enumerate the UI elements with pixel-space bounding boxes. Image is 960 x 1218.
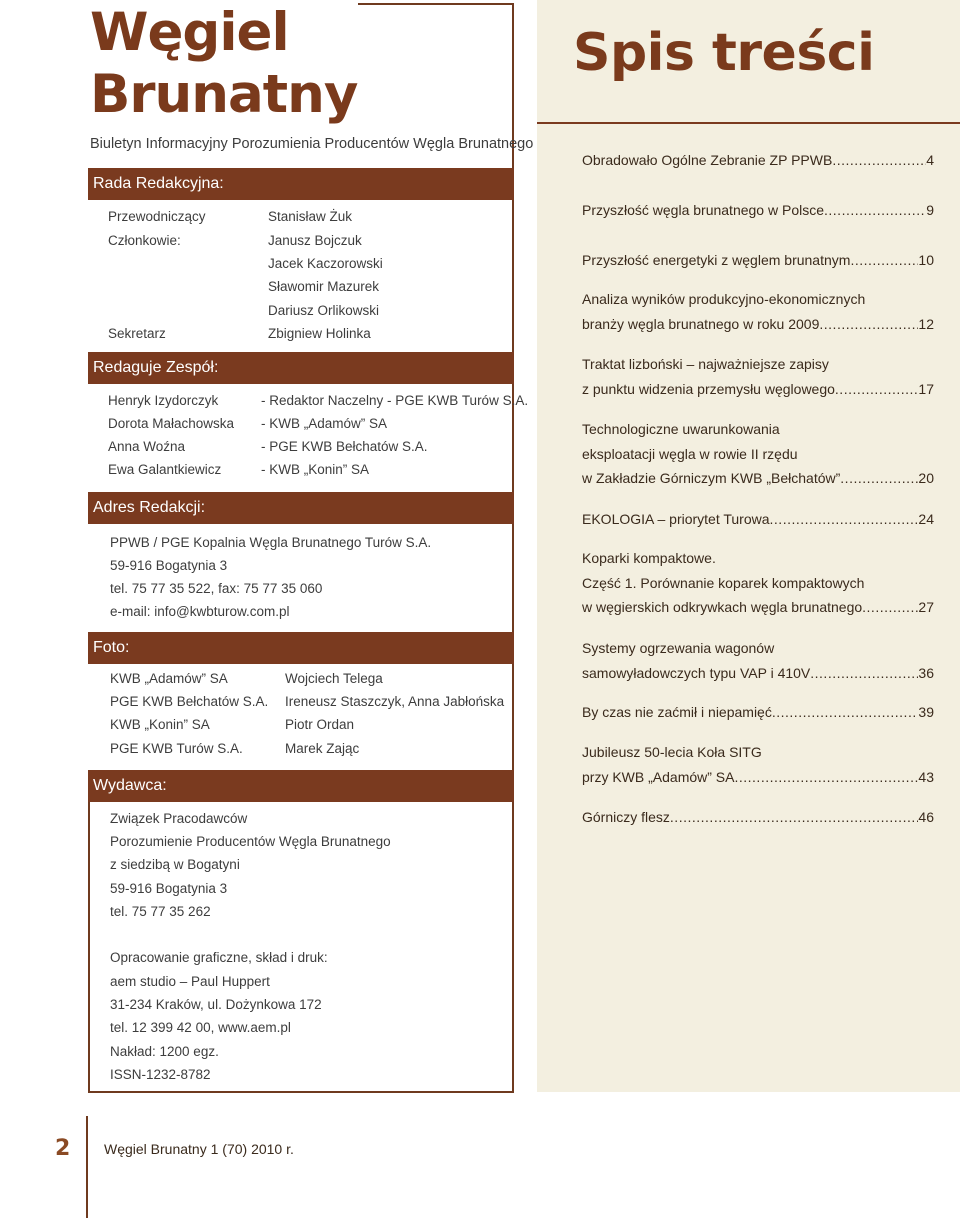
zespol-member-org: - PGE KWB Bełchatów S.A. [261,439,428,454]
magazine-title [90,2,357,126]
page-number: 2 [55,1136,71,1161]
toc-entry-title: w węgierskich odkrywkach węgla brunatnego [582,599,863,615]
toc-entry[interactable] [582,507,934,532]
foto-source: PGE KWB Turów S.A. [110,741,243,756]
toc-entry-title: w Zakładzie Górniczym KWB „Bełchatów” [582,470,841,486]
zespol-member-org: - KWB „Konin” SA [261,462,370,477]
toc-entry-last-line [582,765,934,790]
toc-entry-line [582,442,934,467]
toc-entry-title: Traktat lizboński – najważniejsze zapisy [582,356,829,372]
rada-role: Sekretarz [108,326,166,341]
toc-page-number: 39 [918,704,934,720]
toc-leader-dots [832,148,926,173]
footer-issue: Węgiel Brunatny 1 (70) 2010 r. [104,1141,294,1157]
toc-leader-dots [810,661,918,686]
footer-rule [86,1116,88,1218]
rada-name: Zbigniew Holinka [268,326,371,341]
section-heading-rada: Rada Redakcyjna: [88,168,514,200]
toc-entry-title: Analiza wyników produkcyjno-ekonomicznych [582,291,866,307]
toc-entry[interactable] [582,148,934,173]
adres-line: 59-916 Bogatynia 3 [110,558,228,573]
toc-entry-line [582,546,934,571]
rada-role: Członkowie: [108,233,181,248]
toc-entry-last-line [582,700,934,725]
toc-page-number: 27 [918,599,934,615]
wydawca-line: 59-916 Bogatynia 3 [110,881,228,896]
rada-name: Stanisław Żuk [268,209,353,224]
toc-leader-dots [835,377,919,402]
rada-name: Sławomir Mazurek [268,279,380,294]
foto-source: PGE KWB Bełchatów S.A. [110,694,269,709]
toc-entry-title: Przyszłość węgla brunatnego w Polsce [582,202,825,218]
zespol-member-name: Ewa Galantkiewicz [108,462,222,477]
toc-page-number: 4 [926,152,934,168]
toc-entry-line [582,352,934,377]
magazine-title-line2: Brunatny [90,64,358,125]
zespol-member-org: - Redaktor Naczelny - PGE KWB Turów S.A. [261,393,529,408]
toc-leader-dots [670,805,919,830]
toc-entry-title: przy KWB „Adamów” SA [582,768,735,785]
toc-leader-dots [850,248,918,273]
toc-leader-dots [862,595,918,620]
toc-leader-dots [824,198,926,223]
toc-leader-dots [770,507,919,532]
wydawca-line: Porozumienie Producentów Węgla Brunatnego [110,834,391,849]
opracowanie-line: 31-234 Kraków, ul. Dożynkowa 172 [110,997,322,1012]
adres-line: e-mail: info@kwbturow.com.pl [110,604,290,619]
toc-entry-last-line [582,661,934,686]
toc-entry-last-line [582,805,934,830]
toc-page-number: 46 [918,809,934,825]
toc-entry[interactable] [582,287,934,336]
toc-entry[interactable] [582,417,934,491]
frame-top-rule [358,3,514,5]
toc-page-number: 17 [918,380,934,397]
zespol-member-name: Anna Woźna [108,439,186,454]
rada-name: Jacek Kaczorowski [268,256,383,271]
toc-entry-title: Obradowało Ogólne Zebranie ZP PPWB [582,152,833,168]
toc-entry-title: By czas nie zaćmił i niepamięć [582,704,772,720]
toc-entry-last-line [582,466,934,491]
wydawca-line: z siedzibą w Bogatyni [110,857,240,872]
toc-entry-line [582,417,934,442]
toc-entry-line [582,636,934,661]
opracowanie-line: aem studio – Paul Huppert [110,974,270,989]
magazine-subtitle: Biuletyn Informacyjny Porozumienia Producentów Węgla Brunatnego [90,136,534,152]
toc-entry[interactable] [582,805,934,830]
toc-entry[interactable] [582,636,934,685]
zespol-member-name: Dorota Małachowska [108,416,235,431]
toc-entry[interactable] [582,740,934,789]
wydawca-line: Związek Pracodawców [110,811,248,826]
toc-entry-line [582,571,934,596]
toc-entry-last-line [582,595,934,620]
toc-entry-line [582,287,934,312]
rada-name: Janusz Bojczuk [268,233,362,248]
toc-entry-last-line [582,198,934,223]
toc-leader-dots [734,765,918,790]
toc-page-number: 36 [918,664,934,681]
toc-entry-title: z punktu widzenia przemysłu węglowego [582,380,835,397]
toc-leader-dots [840,466,918,491]
toc-entry-last-line [582,148,934,173]
toc-entry-title: samowyładowczych typu VAP i 410V [582,664,811,681]
toc-entry-title: EKOLOGIA – priorytet Turowa [582,511,770,527]
toc-page-number: 20 [918,470,934,486]
toc-title-rule [537,122,960,124]
toc-page-number: 43 [918,768,934,785]
toc-leader-dots [772,700,919,725]
opracowanie-line: Opracowanie graficzne, skład i druk: [110,950,328,965]
section-heading-wydawca: Wydawca: [88,770,514,802]
zespol-member-org: - KWB „Adamów” SA [261,416,388,431]
opracowanie-line: tel. 12 399 42 00, www.aem.pl [110,1020,291,1035]
adres-line: tel. 75 77 35 522, fax: 75 77 35 060 [110,581,323,596]
foto-source: KWB „Konin” SA [110,717,210,732]
foto-author: Wojciech Telega [285,671,383,686]
toc-page-number: 9 [926,202,934,218]
toc-entry-title: Technologiczne uwarunkowania [582,421,780,437]
section-heading-zespol: Redaguje Zespół: [88,352,514,384]
toc-entry[interactable] [582,700,934,725]
frame-left-rule [88,772,90,1093]
toc-entry-title: branży węgla brunatnego w roku 2009 [582,315,820,332]
frame-right-rule [512,3,514,1093]
section-heading-foto: Foto: [88,632,514,664]
rada-name: Dariusz Orlikowski [268,303,380,318]
toc-entry-title: Koparki kompaktowe. [582,550,716,566]
foto-source: KWB „Adamów” SA [110,671,228,686]
toc-entry-last-line [582,248,934,273]
foto-author: Ireneusz Staszczyk, Anna Jabłońska [285,694,505,709]
toc-entry-title: eksploatacji węgla w rowie II rzędu [582,445,798,462]
zespol-member-name: Henryk Izydorczyk [108,393,219,408]
section-heading-adres: Adres Redakcji: [88,492,514,524]
foto-author: Piotr Ordan [285,717,355,732]
adres-line: PPWB / PGE Kopalnia Węgla Brunatnego Turów S.A. [110,535,432,550]
rada-role: Przewodniczący [108,209,206,224]
toc-entry-title: Przyszłość energetyki z węglem brunatnym [582,252,851,268]
toc-entry[interactable] [582,546,934,620]
toc-title: Spis treści [573,23,875,83]
toc-entry-title: Górniczy flesz [582,809,670,825]
toc-entry-last-line [582,312,934,337]
toc-page-number: 24 [918,511,934,527]
opracowanie-line: ISSN-1232-8782 [110,1067,211,1082]
toc-entry[interactable] [582,248,934,273]
toc-entry-title: Systemy ogrzewania wagonów [582,640,775,656]
toc-entry-title: Jubileusz 50-lecia Koła SITG [582,744,762,760]
wydawca-line: tel. 75 77 35 262 [110,904,211,919]
frame-bottom-rule [88,1091,514,1093]
foto-author: Marek Zając [285,741,360,756]
toc-entry-title: Część 1. Porównanie koparek kompaktowych [582,574,865,591]
toc-page-number: 12 [918,315,934,332]
toc-page-number: 10 [918,252,934,268]
toc-entry[interactable] [582,198,934,223]
toc-entry-last-line [582,507,934,532]
toc-entry[interactable] [582,352,934,401]
magazine-title-line1: Węgiel [90,2,289,63]
opracowanie-line: Nakład: 1200 egz. [110,1044,219,1059]
toc-entry-last-line [582,377,934,402]
toc-leader-dots [819,312,918,337]
toc-entry-line [582,740,934,765]
